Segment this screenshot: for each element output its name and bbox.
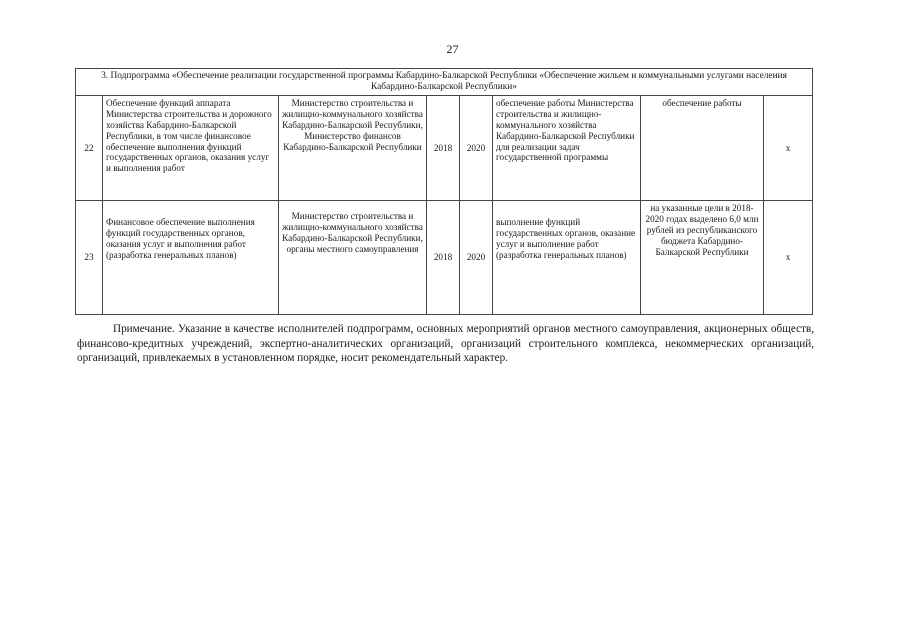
page-number: 27 [446,42,459,56]
year-start: 2018 [427,96,460,201]
financing: на указанные цели в 2018-2020 годах выделено 6,0 млн рублей из республиканского бюджета Кабардино-Балкарской Республики [641,201,764,315]
section-title-row [76,69,813,96]
executor: Министерство строительства и жилищно-коммунального хозяйства Кабардино-Балкарской Республики, Министерство финансов Кабардино-Балкарской Республики [279,96,427,201]
financing: обеспечение работы [641,96,764,201]
section-title: 3. Подпрограмма «Обеспечение реализации государственной программы Кабардино-Балкарской Республики «Обеспечение жильем и коммунальными услугами населения Кабардино-Балкарской Республики» [76,69,813,96]
measure-name: Финансовое обеспечение выполнения функций государственных органов, оказания услуг и выполнения работ (разработка генеральных планов) [103,201,279,315]
measure-name: Обеспечение функций аппарата Министерства строительства и дорожного хозяйства Кабардино-Балкарской Республики, в том числе финансовое обеспечение выполнения функций государственных органов, оказания услуг и выполнения работ [103,96,279,201]
table-row [76,96,813,201]
mark: х [764,201,813,315]
year-end: 2020 [460,96,493,201]
year-end: 2020 [460,201,493,315]
table-row [76,201,813,315]
row-number: 22 [76,96,103,201]
program-table [75,68,813,315]
row-number: 23 [76,201,103,315]
year-start: 2018 [427,201,460,315]
footnote: Примечание. Указание в качестве исполнителей подпрограмм, основных мероприятий органов местного самоуправления, акционерных обществ, финансово-кредитных учреждений, экспертно-аналитических организаций, организаций строительного комплекса, некоммерческих организаций, организаций, привлекаемых в установленном порядке, носит рекомендательный характер. [77,323,814,365]
expected-result: обеспечение работы Министерства строительства и жилищно-коммунального хозяйства Кабардино-Балкарской Республики для реализации задач государственной программы [493,96,641,201]
mark: х [764,96,813,201]
executor: Министерство строительства и жилищно-коммунального хозяйства Кабардино-Балкарской Республики, органы местного самоуправления [279,201,427,315]
expected-result: выполнение функций государственных органов, оказание услуг и выполнение работ (разработка генеральных планов) [493,201,641,315]
